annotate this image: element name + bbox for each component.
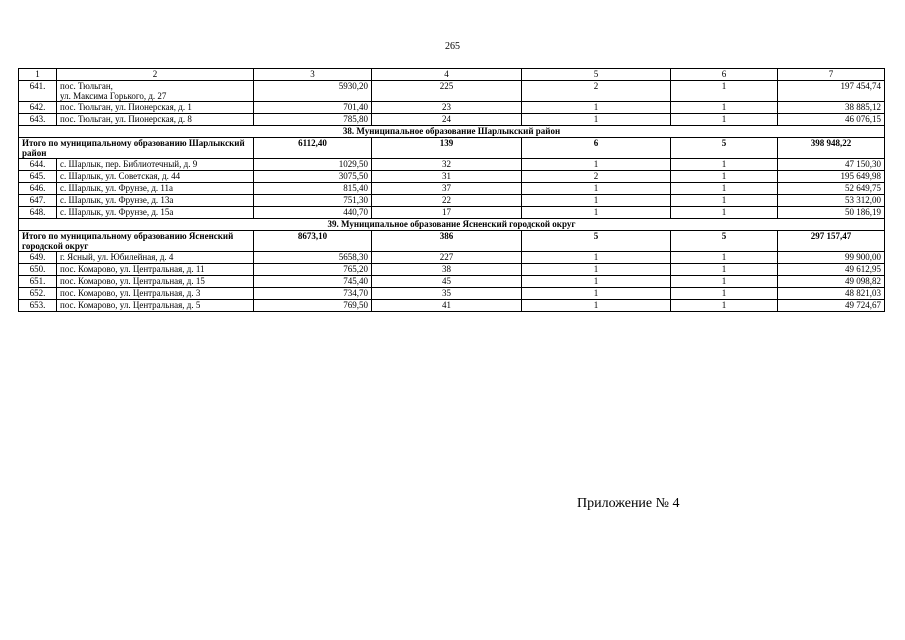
area-cell: 5930,20	[254, 81, 372, 102]
col6-cell: 1	[671, 207, 778, 219]
col5-cell: 1	[522, 207, 671, 219]
amount-cell: 52 649,75	[778, 183, 885, 195]
table-row	[19, 252, 885, 264]
subtotal-row	[19, 231, 885, 252]
row-number-cell: 643.	[19, 114, 57, 126]
col6-cell: 1	[671, 252, 778, 264]
col5-cell: 1	[522, 183, 671, 195]
table-row	[19, 195, 885, 207]
column-number-cell: 6	[671, 69, 778, 81]
col6-cell: 1	[671, 114, 778, 126]
table-row	[19, 81, 885, 102]
column-number-cell: 2	[57, 69, 254, 81]
table-row	[19, 288, 885, 300]
residents-cell: 24	[372, 114, 522, 126]
residents-cell: 17	[372, 207, 522, 219]
residents-cell: 22	[372, 195, 522, 207]
area-cell: 3075,50	[254, 171, 372, 183]
residents-cell: 32	[372, 159, 522, 171]
area-cell: 785,80	[254, 114, 372, 126]
area-cell: 815,40	[254, 183, 372, 195]
total-col5-cell: 5	[522, 231, 671, 252]
col5-cell: 1	[522, 288, 671, 300]
amount-cell: 38 885,12	[778, 102, 885, 114]
address-cell: с. Шарлык, ул. Фрунзе, д. 13а	[57, 195, 254, 207]
residents-cell: 31	[372, 171, 522, 183]
col5-cell: 1	[522, 159, 671, 171]
total-area-cell: 6112,40	[254, 138, 372, 159]
col6-cell: 1	[671, 276, 778, 288]
total-amount-cell: 297 157,47	[778, 231, 885, 252]
area-cell: 5658,30	[254, 252, 372, 264]
amount-cell: 195 649,98	[778, 171, 885, 183]
amount-cell: 99 900,00	[778, 252, 885, 264]
table-row	[19, 264, 885, 276]
row-number-cell: 650.	[19, 264, 57, 276]
col5-cell: 1	[522, 195, 671, 207]
housing-register-table	[18, 68, 885, 312]
section-title: 38. Муниципальное образование Шарлыкский район	[19, 126, 885, 138]
amount-cell: 197 454,74	[778, 81, 885, 102]
residents-cell: 37	[372, 183, 522, 195]
row-number-cell: 652.	[19, 288, 57, 300]
row-number-cell: 651.	[19, 276, 57, 288]
amount-cell: 49 612,95	[778, 264, 885, 276]
total-residents-cell: 386	[372, 231, 522, 252]
col5-cell: 1	[522, 102, 671, 114]
address-cell: г. Ясный, ул. Юбилейная, д. 4	[57, 252, 254, 264]
col5-cell: 1	[522, 114, 671, 126]
section-heading-row	[19, 219, 885, 231]
col5-cell: 1	[522, 252, 671, 264]
table-row	[19, 159, 885, 171]
address-cell: пос. Тюльган, ул. Пионерская, д. 1	[57, 102, 254, 114]
subtotal-row	[19, 138, 885, 159]
col6-cell: 1	[671, 288, 778, 300]
area-cell: 769,50	[254, 300, 372, 312]
col6-cell: 1	[671, 81, 778, 102]
row-number-cell: 644.	[19, 159, 57, 171]
address-cell: с. Шарлык, пер. Библиотечный, д. 9	[57, 159, 254, 171]
amount-cell: 53 312,00	[778, 195, 885, 207]
col6-cell: 1	[671, 195, 778, 207]
row-number-cell: 641.	[19, 81, 57, 102]
col6-cell: 1	[671, 264, 778, 276]
col5-cell: 2	[522, 81, 671, 102]
table-row	[19, 114, 885, 126]
residents-cell: 225	[372, 81, 522, 102]
address-cell: с. Шарлык, ул. Фрунзе, д. 11а	[57, 183, 254, 195]
address-cell: пос. Комарово, ул. Центральная, д. 11	[57, 264, 254, 276]
column-number-cell: 5	[522, 69, 671, 81]
section-heading-row	[19, 126, 885, 138]
total-col6-cell: 5	[671, 138, 778, 159]
col5-cell: 1	[522, 276, 671, 288]
address-cell: пос. Тюльган, ул. Максима Горького, д. 27	[57, 81, 254, 102]
table-row	[19, 207, 885, 219]
residents-cell: 23	[372, 102, 522, 114]
amount-cell: 47 150,30	[778, 159, 885, 171]
address-cell: пос. Комарово, ул. Центральная, д. 5	[57, 300, 254, 312]
table-row	[19, 102, 885, 114]
table-row	[19, 171, 885, 183]
total-col6-cell: 5	[671, 231, 778, 252]
table-row	[19, 183, 885, 195]
area-cell: 701,40	[254, 102, 372, 114]
total-col5-cell: 6	[522, 138, 671, 159]
col6-cell: 1	[671, 159, 778, 171]
row-number-cell: 645.	[19, 171, 57, 183]
col6-cell: 1	[671, 171, 778, 183]
column-number-cell: 4	[372, 69, 522, 81]
column-number-cell: 3	[254, 69, 372, 81]
total-amount-cell: 398 948,22	[778, 138, 885, 159]
residents-cell: 38	[372, 264, 522, 276]
residents-cell: 227	[372, 252, 522, 264]
section-title: 39. Муниципальное образование Ясненский городской округ	[19, 219, 885, 231]
area-cell: 440,70	[254, 207, 372, 219]
column-number-row	[19, 69, 885, 81]
residents-cell: 35	[372, 288, 522, 300]
column-number-cell: 7	[778, 69, 885, 81]
residents-cell: 41	[372, 300, 522, 312]
area-cell: 1029,50	[254, 159, 372, 171]
table-row	[19, 300, 885, 312]
address-cell: пос. Комарово, ул. Центральная, д. 15	[57, 276, 254, 288]
amount-cell: 50 186,19	[778, 207, 885, 219]
col5-cell: 1	[522, 264, 671, 276]
row-number-cell: 646.	[19, 183, 57, 195]
address-cell: пос. Тюльган, ул. Пионерская, д. 8	[57, 114, 254, 126]
subtotal-label: Итого по муниципальному образованию Ясненский городской округ	[19, 231, 254, 252]
table-row	[19, 276, 885, 288]
row-number-cell: 642.	[19, 102, 57, 114]
page-number: 265	[445, 41, 460, 52]
row-number-cell: 653.	[19, 300, 57, 312]
area-cell: 765,20	[254, 264, 372, 276]
subtotal-label: Итого по муниципальному образованию Шарлыкский район	[19, 138, 254, 159]
amount-cell: 49 724,67	[778, 300, 885, 312]
column-number-cell: 1	[19, 69, 57, 81]
appendix-label: Приложение № 4	[577, 496, 680, 511]
col6-cell: 1	[671, 300, 778, 312]
residents-cell: 45	[372, 276, 522, 288]
area-cell: 734,70	[254, 288, 372, 300]
address-cell: с. Шарлык, ул. Советская, д. 44	[57, 171, 254, 183]
area-cell: 745,40	[254, 276, 372, 288]
row-number-cell: 648.	[19, 207, 57, 219]
total-area-cell: 8673,10	[254, 231, 372, 252]
col6-cell: 1	[671, 102, 778, 114]
col5-cell: 2	[522, 171, 671, 183]
amount-cell: 49 098,82	[778, 276, 885, 288]
address-cell: с. Шарлык, ул. Фрунзе, д. 15а	[57, 207, 254, 219]
amount-cell: 48 821,03	[778, 288, 885, 300]
address-cell: пос. Комарово, ул. Центральная, д. 3	[57, 288, 254, 300]
col6-cell: 1	[671, 183, 778, 195]
amount-cell: 46 076,15	[778, 114, 885, 126]
total-residents-cell: 139	[372, 138, 522, 159]
col5-cell: 1	[522, 300, 671, 312]
area-cell: 751,30	[254, 195, 372, 207]
row-number-cell: 649.	[19, 252, 57, 264]
row-number-cell: 647.	[19, 195, 57, 207]
